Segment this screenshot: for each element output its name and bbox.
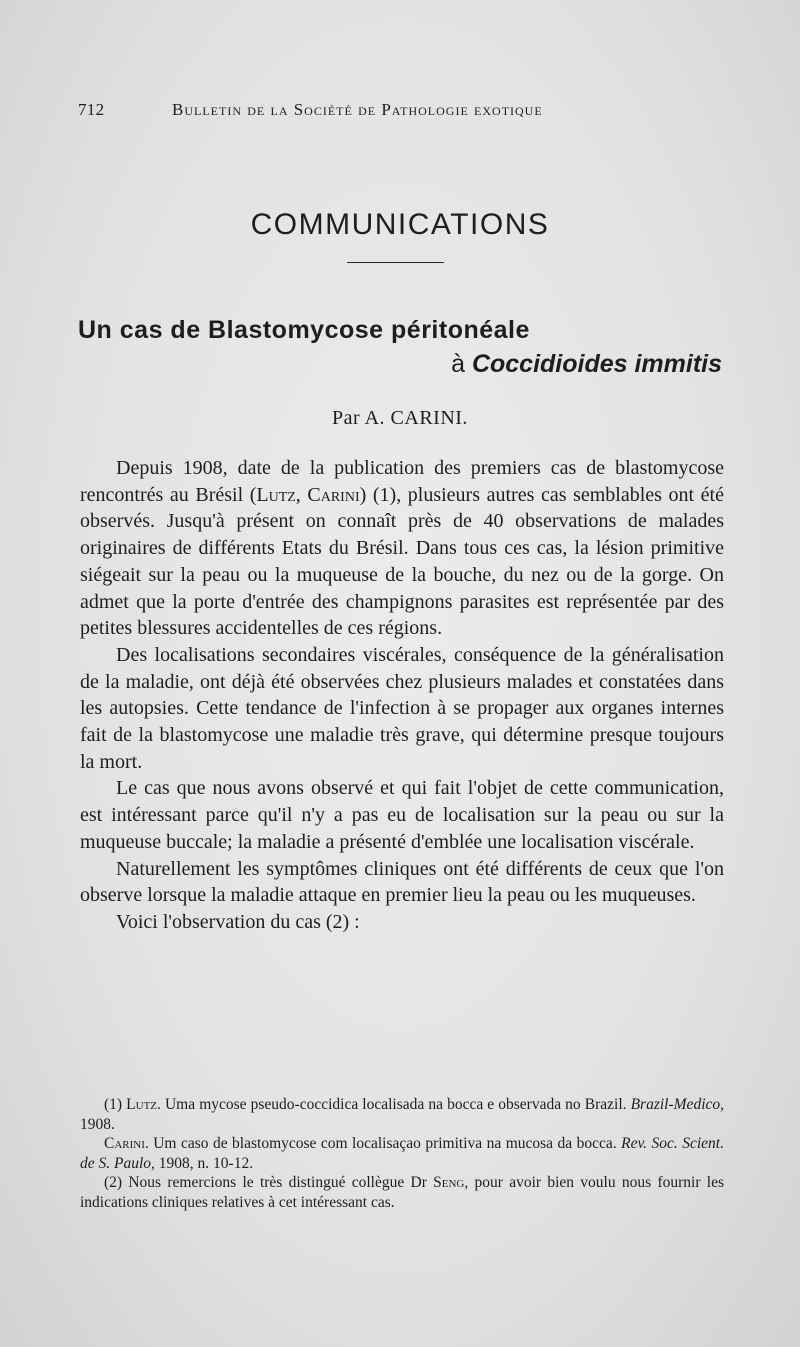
footnotes — [80, 1095, 724, 1212]
title-divider — [347, 262, 444, 263]
paragraph-5: Voici l'observation du cas (2) : — [116, 910, 360, 933]
footnote-2 — [80, 1173, 724, 1212]
article-title-prefix: à — [451, 350, 472, 378]
footnote-2-name: Seng, — [433, 1174, 469, 1191]
page-number: 712 — [78, 100, 105, 119]
footnote-1b — [80, 1134, 724, 1173]
footnote-1b-text: Um caso de blastomycose com localisaçao primitiva na mucosa da bocca. — [148, 1135, 622, 1152]
paragraph-2: Des localisations secondaires viscérales, conséquence de la généralisation de la maladie, ont déjà été observées chez plusieurs malades et constatées dans les autopsies. Cette tendance de l'infection à se propager aux organes internes fait de la blastomycose une maladie très grave, qui détermine presque toujours la mort. — [80, 643, 724, 773]
footnote-1-author: Lutz. — [126, 1096, 161, 1113]
footnote-1b-author: Carini. — [104, 1135, 149, 1152]
footnote-1-marker: (1) — [104, 1096, 127, 1113]
footnote-1 — [80, 1095, 724, 1134]
footnote-1-text: Uma mycose pseudo-coccidica localisada na bocca e observada no Brazil. — [160, 1096, 631, 1113]
page-header — [78, 100, 728, 126]
paragraph-1 — [80, 455, 724, 642]
footnote-1-journal: Brazil-Medico, — [630, 1096, 725, 1113]
footnote-2-text-b: pour avoir bien voulu nous fournir les indications cliniques relatives à cet intéressant cas. — [80, 1174, 724, 1211]
footnote-1-year: 1908. — [80, 1115, 115, 1133]
author-line: Par A. CARINI. — [332, 407, 468, 429]
article-title-species: Coccidioides immitis — [471, 350, 722, 378]
section-title: COMMUNICATIONS — [250, 208, 550, 241]
footnote-2-text-a: (2) Nous remercions le très distingué collègue Dr — [104, 1174, 434, 1191]
footnote-1b-year: 1908, n. 10-12. — [154, 1154, 254, 1172]
running-title: Bulletin de la Société de Pathologie exotique — [172, 100, 543, 119]
article-title-line1: Un cas de Blastomycose péritonéale — [78, 316, 530, 344]
footnote-1b-journal: Rev. Soc. Scient. de S. Paulo, — [80, 1135, 724, 1172]
paragraph-4: Naturellement les symptômes cliniques ont été différents de ceux que l'on observe lorsque la maladie attaque en premier lieu la peau ou les muqueuses. — [80, 857, 724, 907]
article-body — [80, 455, 724, 936]
article-title-line2 — [451, 350, 722, 379]
paragraph-1-text-a: Depuis 1908, date de la publication des premiers cas de blastomycose rencontrés au Brésil ( — [80, 457, 724, 506]
paragraph-1-text-b: ) (1), plusieurs autres cas semblables ont été observés. Jusqu'à présent on connaît près de 40 observations de malades originaires de différents Etats du Brésil. Dans tous ces cas, la lésion primitive siégeait sur la peau ou la muqueuse de la bouche, du nez ou de la gorge. On admet que la porte d'entrée des champignons parasites est représentée par des petites blessures accidentelles de ces régions. — [80, 483, 724, 640]
paragraph-1-authors: Lutz, Carini — [256, 483, 360, 506]
paragraph-3: Le cas que nous avons observé et qui fait l'objet de cette communication, est intéressant parce qu'il n'y a pas eu de localisation sur la peau ou sur la muqueuse buccale; la maladie a présenté d'emblée une localisation viscérale. — [80, 777, 724, 853]
